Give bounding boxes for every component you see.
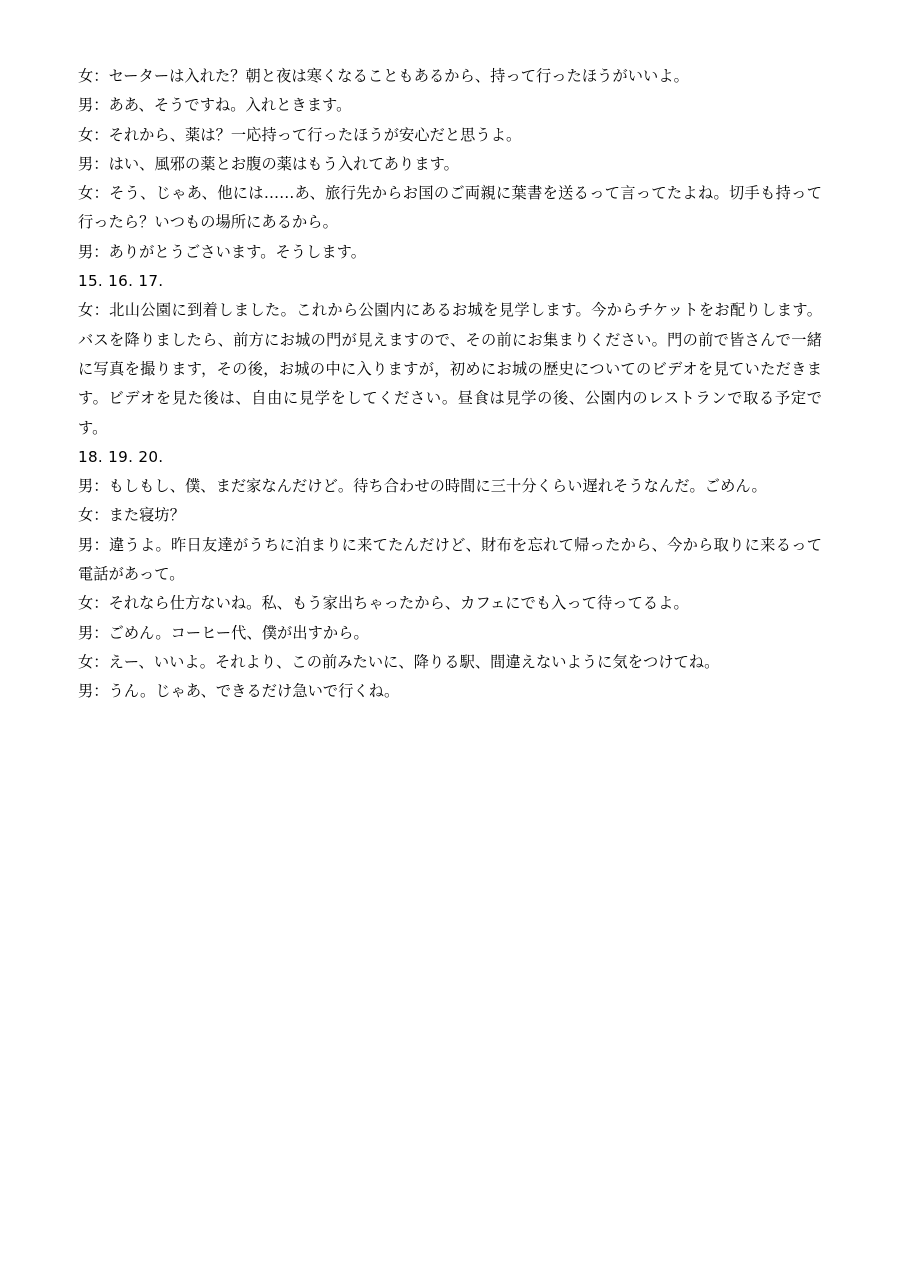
dialogue-line: 男：ありがとうごさいます。そうします。 (78, 242, 367, 261)
dialogue-line: 女：北山公園に到着しました。これから公園内にあるお城を見学します。今からチケットをお配りします。バスを降りましたら、前方にお城の門が見えますので、その前にお集まりください。門の前で皆さんで一緒に写真を撮ります，その後，お城の中に入りますが，初めにお城の歴史についてのビデオを見ていただきます。ビデオを見た後は、自由に見学をしてください。昼食は見学の後、公園内のレストランで取る予定です。 (78, 301, 822, 437)
dialogue-line: 男：違うよ。昨日友達がうちに泊まりに来てたんだけど、財布を忘れて帰ったから、今から取りに来るって電話があって。 (78, 535, 822, 584)
dialogue-line: 男：ごめん。コーヒー代、僕が出すから。 (78, 623, 369, 642)
dialogue-line: 女：そう、じゃあ、他には……あ、旅行先からお国のご両親に葉書を送るって言ってたよね。切手も持って行ったら？いつもの場所にあるから。 (78, 184, 822, 232)
dialogue-line: 男：もしもし、僕、まだ家なんだけど。待ち合わせの時間に三十分くらい遅れそうなんだ。ごめん。 (78, 477, 767, 496)
question-number-marker: 15. 16. 17. (78, 272, 164, 291)
question-number-marker: 18. 19. 20. (78, 447, 164, 466)
dialogue-line: 女：それから、薬は？一応持って行ったほうが安心だと思うよ。 (78, 125, 522, 144)
dialogue-line: 女：セーターは入れた？朝と夜は寒くなることもあるから、持って行ったほうがいいよ。 (78, 67, 689, 85)
dialogue-line: 女：また寝坊？ (78, 506, 186, 525)
dialogue-line: 男：はい、風邪の薬とお腹の薬はもう入れてあります。 (78, 154, 459, 173)
dialogue-line: 女：それなら仕方ないね。私、もう家出ちゃったから、カフェにでも入って待ってるよ。 (78, 594, 689, 613)
dialogue-line: 女：えー、いいよ。それより、この前みたいに、降りる駅、間違えないように気をつけてね。 (78, 652, 720, 671)
dialogue-line: 男：うん。じゃあ、できるだけ急いで行くね。 (78, 682, 400, 701)
dialogue-line: 男：ああ、そうですね。入れときます。 (78, 96, 352, 115)
document-body (78, 62, 822, 707)
